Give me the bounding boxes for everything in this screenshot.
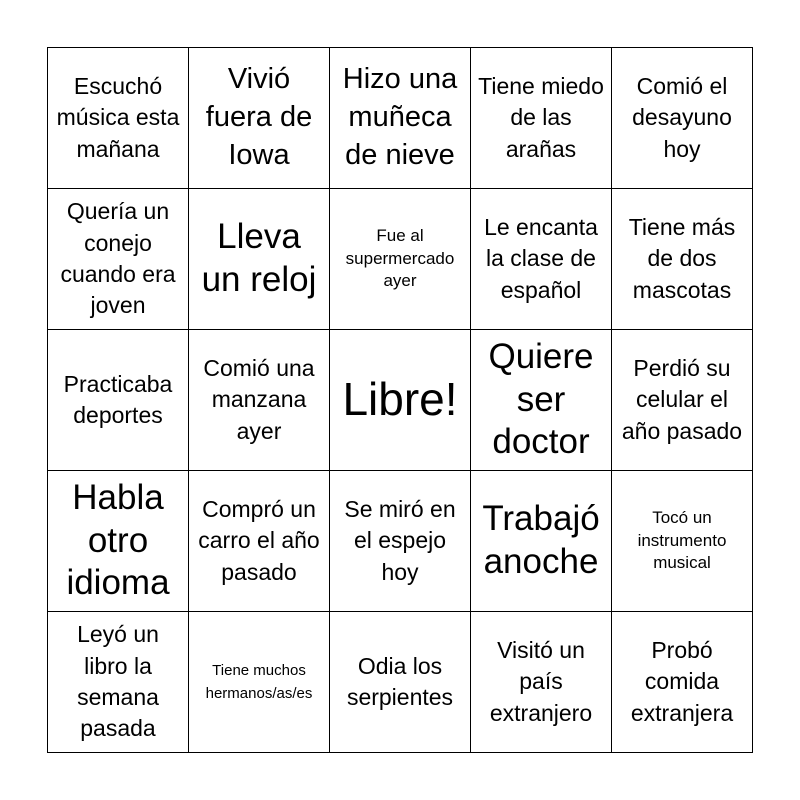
- bingo-cell-text: Comió una manzana ayer: [203, 355, 315, 444]
- bingo-cell-text: Tiene muchos hermanos/as/es: [205, 661, 313, 702]
- free-space-text: Libre!: [342, 373, 458, 426]
- bingo-cell-text: Tiene miedo de las arañas: [478, 73, 604, 162]
- bingo-cell[interactable]: [330, 612, 471, 753]
- bingo-cell-text: Leyó un libro la semana pasada: [77, 621, 159, 742]
- bingo-cell[interactable]: [330, 471, 471, 612]
- bingo-cell-text: Practicaba deportes: [63, 370, 173, 428]
- bingo-cell[interactable]: [48, 330, 189, 471]
- bingo-cell-text: Le encanta la clase de español: [484, 214, 598, 303]
- bingo-cell[interactable]: [48, 612, 189, 753]
- bingo-cell[interactable]: [330, 189, 471, 330]
- bingo-cell-text: Fue al supermercado ayer: [345, 225, 455, 291]
- bingo-cell-text: Se miró en el espejo hoy: [344, 496, 456, 585]
- bingo-cell[interactable]: [471, 471, 612, 612]
- bingo-cell[interactable]: [471, 189, 612, 330]
- bingo-cell-text: Quiere ser doctor: [488, 336, 594, 462]
- free-space-cell[interactable]: [330, 330, 471, 471]
- bingo-cell[interactable]: [612, 471, 753, 612]
- bingo-cell[interactable]: [189, 471, 330, 612]
- bingo-cell-text: Probó comida extranjera: [630, 637, 734, 726]
- bingo-cell[interactable]: [330, 48, 471, 189]
- bingo-cell[interactable]: [612, 189, 753, 330]
- bingo-board: [47, 47, 753, 753]
- bingo-cell-text: Compró un carro el año pasado: [198, 496, 320, 585]
- bingo-cell-text: Visitó un país extranjero: [489, 637, 593, 726]
- bingo-cell-text: Odia los serpientes: [346, 652, 454, 710]
- bingo-cell-text: Trabajó anoche: [482, 499, 600, 581]
- bingo-cell-text: Habla otro idioma: [66, 477, 170, 603]
- bingo-cell[interactable]: [189, 330, 330, 471]
- bingo-cell[interactable]: [189, 48, 330, 189]
- bingo-cell[interactable]: [471, 48, 612, 189]
- bingo-cell-text: Tocó un instrumento musical: [637, 507, 727, 573]
- bingo-cell-text: Comió el desayuno hoy: [632, 73, 732, 162]
- bingo-cell[interactable]: [48, 471, 189, 612]
- bingo-cell[interactable]: [612, 612, 753, 753]
- bingo-cell[interactable]: [189, 189, 330, 330]
- bingo-cell[interactable]: [189, 612, 330, 753]
- bingo-cell-text: Escuchó música esta mañana: [56, 73, 180, 162]
- bingo-cell-text: Perdió su celular el año pasado: [621, 355, 743, 444]
- bingo-cell[interactable]: [48, 189, 189, 330]
- bingo-cell[interactable]: [471, 330, 612, 471]
- bingo-cell[interactable]: [612, 330, 753, 471]
- bingo-cell[interactable]: [471, 612, 612, 753]
- bingo-cell-text: Tiene más de dos mascotas: [628, 214, 736, 303]
- bingo-cell[interactable]: [612, 48, 753, 189]
- bingo-cell[interactable]: [48, 48, 189, 189]
- bingo-cell-text: Lleva un reloj: [201, 217, 317, 299]
- bingo-cell-text: Hizo una muñeca de nieve: [342, 63, 458, 171]
- bingo-cell-text: Quería un conejo cuando era joven: [60, 198, 176, 319]
- bingo-cell-text: Vivió fuera de Iowa: [205, 63, 313, 171]
